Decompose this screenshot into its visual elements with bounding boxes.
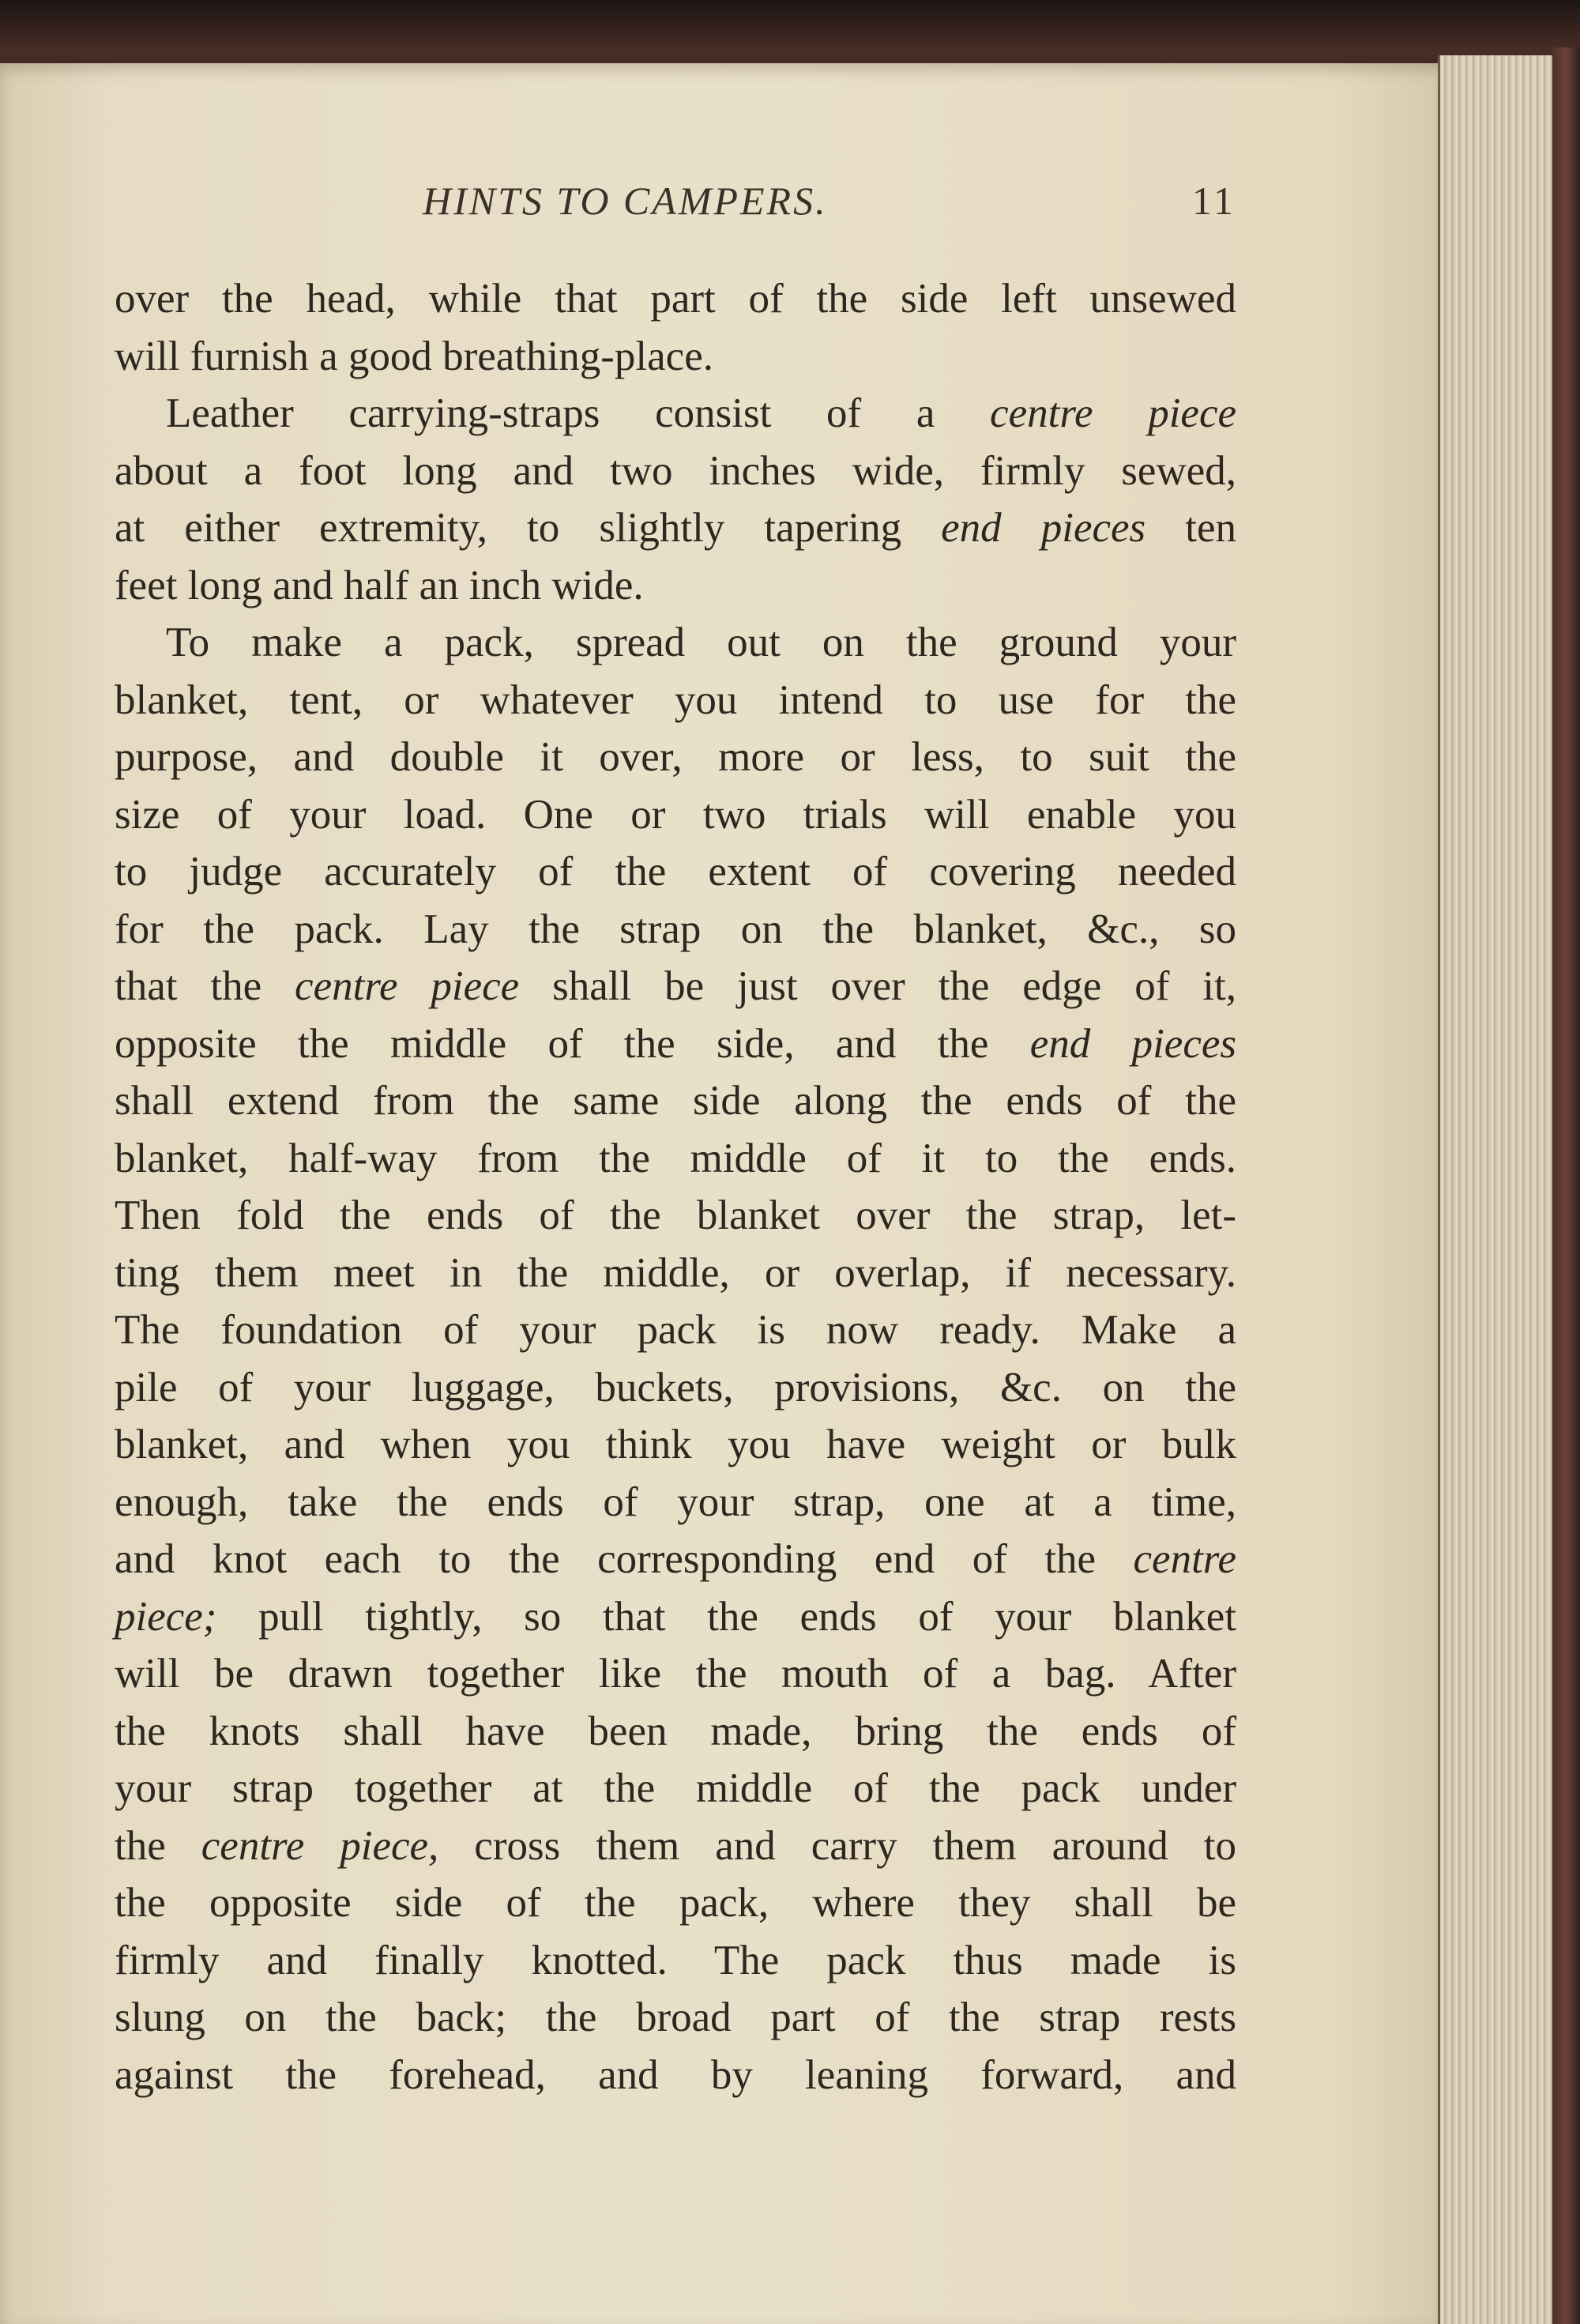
line-text: the opposite side of the pack, where they shall be xyxy=(115,1880,1236,1926)
line-text: blanket, half-way from the middle of it to the ends. xyxy=(115,1135,1236,1181)
line-text: and knot each to the corresponding end of the xyxy=(115,1536,1134,1582)
text-line xyxy=(115,1932,1236,1990)
line-text: pull tightly, so that the ends of your blanket xyxy=(216,1593,1236,1640)
text-line xyxy=(115,901,1236,959)
text-line xyxy=(115,385,1236,443)
line-text: opposite the middle of the side, and the xyxy=(115,1020,1030,1067)
line-text: pile of your luggage, buckets, provisions, &c. on the xyxy=(115,1364,1236,1411)
page-header xyxy=(115,178,1236,233)
line-text: that the xyxy=(115,963,295,1009)
line-text: size of your load. One or two trials will enable you xyxy=(115,791,1236,838)
text-line xyxy=(115,1072,1236,1130)
text-line xyxy=(115,2047,1236,2104)
line-text: ting them meet in the middle, or overlap, if necessary. xyxy=(115,1249,1236,1296)
text-line xyxy=(115,1015,1236,1073)
line-text: shall extend from the same side along the ends of the xyxy=(115,1078,1236,1124)
italic-term: centre piece xyxy=(295,963,520,1009)
text-line xyxy=(115,1531,1236,1588)
line-text: blanket, tent, or whatever you intend to use for the xyxy=(115,676,1236,723)
line-text: purpose, and double it over, more or less, to suit the xyxy=(115,734,1236,780)
line-text: for the pack. Lay the strap on the blanket, &c., so xyxy=(115,906,1236,952)
text-line xyxy=(115,499,1236,557)
text-line xyxy=(115,614,1236,672)
text-line xyxy=(115,328,1236,386)
line-text: the xyxy=(115,1822,201,1869)
italic-term: centre xyxy=(1133,1536,1236,1582)
line-text: the knots shall have been made, bring the ends of xyxy=(115,1708,1236,1754)
line-text: at either extremity, to slightly tapering xyxy=(115,505,942,551)
text-line xyxy=(115,1359,1236,1417)
line-text: firmly and finally knotted. The pack thus made is xyxy=(115,1937,1236,1983)
text-line xyxy=(115,1874,1236,1932)
line-text: To make a pack, spread out on the ground your xyxy=(166,620,1236,665)
italic-term: centre piece, xyxy=(201,1822,439,1869)
text-line xyxy=(115,958,1236,1015)
line-text: blanket, and when you think you have weight or bulk xyxy=(115,1422,1236,1467)
italic-term: centre piece xyxy=(990,390,1236,436)
text-line xyxy=(115,270,1236,328)
text-line xyxy=(115,729,1236,786)
line-text: slung on the back; the broad part of the strap rests xyxy=(115,1994,1236,2040)
page-stack-edge xyxy=(1438,55,1559,2324)
line-text: feet long and half an inch wide. xyxy=(115,562,644,608)
text-line xyxy=(115,786,1236,844)
text-line xyxy=(115,1703,1236,1761)
page-number: 11 xyxy=(1191,179,1236,223)
italic-term: end pieces xyxy=(1029,1020,1236,1067)
line-text: The foundation of your pack is now ready. Make a xyxy=(115,1307,1236,1353)
text-line xyxy=(115,843,1236,901)
line-text: to judge accurately of the extent of covering needed xyxy=(115,849,1236,895)
running-title: HINTS TO CAMPERS. xyxy=(423,179,828,223)
text-line xyxy=(115,1187,1236,1245)
text-line xyxy=(115,1588,1236,1646)
text-line xyxy=(115,1301,1236,1359)
text-line xyxy=(115,1245,1236,1302)
text-line xyxy=(115,443,1236,500)
text-line xyxy=(115,1474,1236,1531)
text-line xyxy=(115,672,1236,729)
text-line xyxy=(115,1416,1236,1474)
line-text: Then fold the ends of the blanket over the strap, let- xyxy=(115,1192,1236,1238)
book-cover-edge xyxy=(1552,47,1580,2324)
text-line xyxy=(115,1989,1236,2047)
italic-term: piece; xyxy=(115,1593,217,1640)
line-text: cross them and carry them around to xyxy=(438,1822,1236,1869)
line-text: over the head, while that part of the side left unsewed xyxy=(115,276,1236,322)
line-text: will be drawn together like the mouth of a bag. After xyxy=(115,1651,1236,1697)
line-text: shall be just over the edge of it, xyxy=(519,963,1236,1009)
line-text: against the forehead, and by leaning forward, and xyxy=(115,2051,1236,2098)
italic-term: end pieces xyxy=(941,505,1146,551)
line-text: your strap together at the middle of the pack under xyxy=(115,1765,1236,1811)
line-text: about a foot long and two inches wide, firmly sewed, xyxy=(115,447,1236,494)
line-text: will furnish a good breathing-place. xyxy=(115,333,713,379)
line-text: Leather carrying-straps consist of a xyxy=(166,390,991,436)
line-text: enough, take the ends of your strap, one at a time, xyxy=(115,1478,1236,1525)
text-line xyxy=(115,1130,1236,1188)
body-text xyxy=(115,270,1236,2104)
text-line xyxy=(115,1760,1236,1817)
line-text: ten xyxy=(1146,505,1237,551)
text-line xyxy=(115,1817,1236,1875)
text-line xyxy=(115,557,1236,615)
text-line xyxy=(115,1645,1236,1703)
